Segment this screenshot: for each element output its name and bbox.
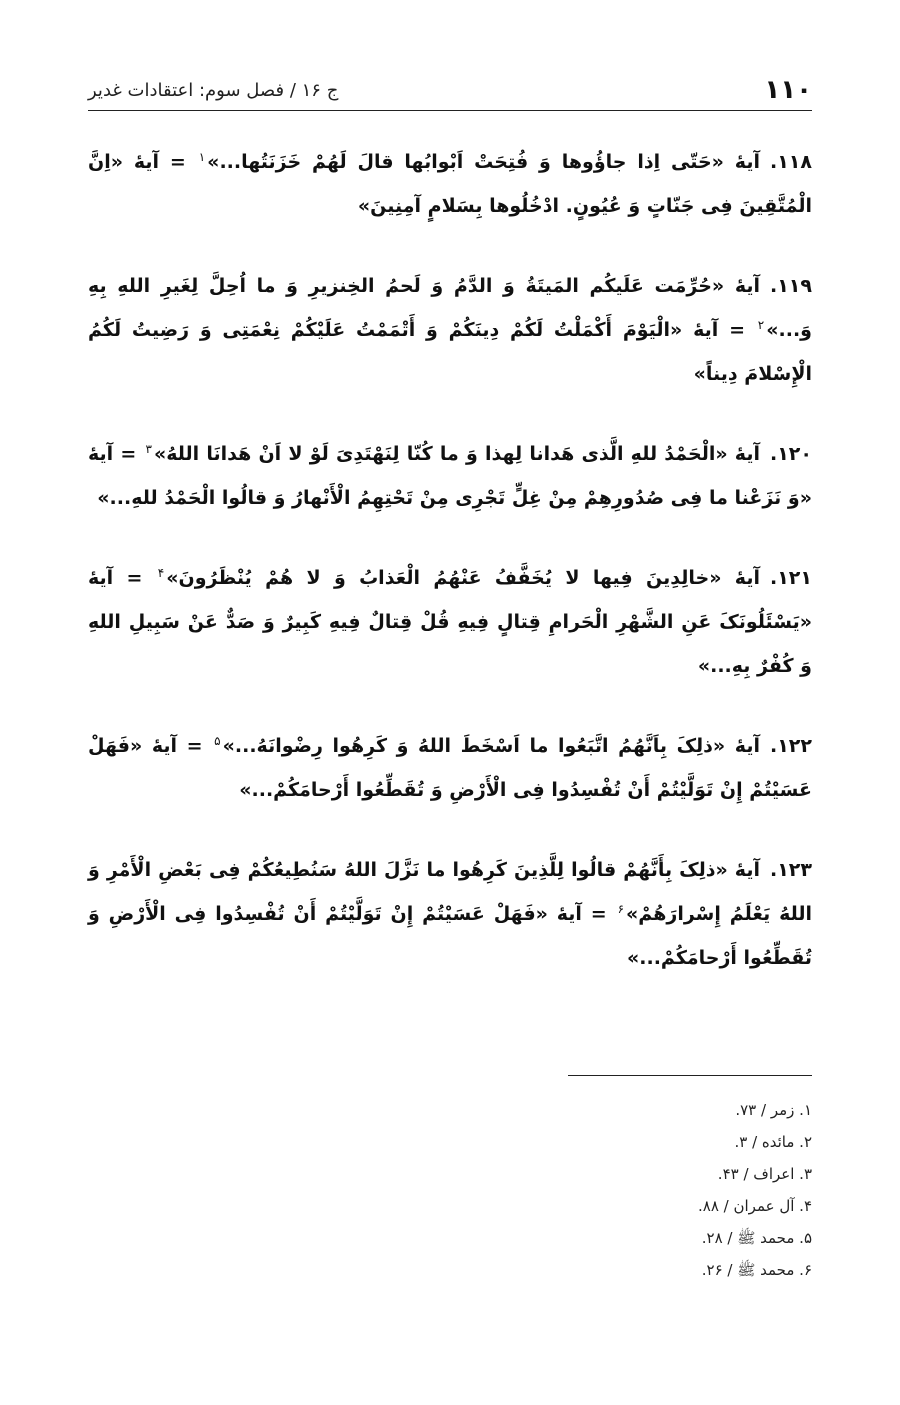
footnote-6: ۶. محمد ﷺ / ۲۶.: [701, 1261, 812, 1279]
chapter-title: ج ۱۶ / فصل سوم: اعتقادات غدیر: [88, 79, 339, 101]
page-number: ۱۱۰: [764, 75, 812, 105]
main-text: [88, 140, 812, 980]
verse-item-120: [88, 432, 812, 520]
verse-text: آیهٔ «ذلِکَ بِأَنَّهُمْ قالُوا لِلَّذِینَ کَرِهُوا ما نَزَّلَ اللهُ سَنُطِیعُکُمْ فِی بَعْضِ الْأَمْرِ وَ اللهُ یَعْلَمُ إِسْرارَهُمْ»: [88, 859, 812, 925]
verse-text: آیهٔ «حَتّی اِذا جاؤُوها وَ فُتِحَتْ اَبْوابُها قالَ لَهُمْ خَزَنَتُها...»: [207, 151, 760, 173]
verse-text: = آیهٔ «وَ نَزَعْنا ما فِی صُدُورِهِمْ مِنْ غِلٍّ تَجْرِی مِنْ تَحْتِهِمُ الْأَنْهارُ وَ قالُوا الْحَمْدُ للهِ...»: [88, 443, 812, 509]
verse-text: = آیهٔ «فَهَلْ عَسَیْتُمْ إِنْ تَوَلَّیْتُمْ أَنْ تُفْسِدُوا فِی الْأَرْضِ وَ تُقَطِّعُوا أَرْحامَکُمْ...»: [88, 735, 812, 801]
verse-text: = آیهٔ «فَهَلْ عَسَیْتُمْ إِنْ تَوَلَّیْتُمْ أَنْ تُفْسِدُوا فِی الْأَرْضِ وَ تُقَطِّعُوا أَرْحامَکُمْ...»: [88, 903, 812, 969]
item-number: ۱۲۰.: [769, 443, 812, 465]
item-number: ۱۲۳.: [769, 859, 812, 881]
verse-item-121: [88, 556, 812, 688]
footnote-3: ۳. اعراف / ۴۳.: [717, 1165, 812, 1183]
verse-item-123: [88, 848, 812, 980]
verse-text: = آیهٔ «اِنَّ الْمُتَّقِینَ فِی جَنّاتٍ وَ عُیُونٍ. ادْخُلُوها بِسَلامٍ آمِنِینَ»: [88, 151, 812, 217]
footnote-5: ۵. محمد ﷺ / ۲۸.: [701, 1229, 812, 1247]
verse-item-122: [88, 724, 812, 812]
footnote-ref[interactable]: ۴: [157, 565, 165, 580]
footnote-4: ۴. آل عمران / ۸۸.: [697, 1197, 812, 1215]
verse-item-119: [88, 264, 812, 396]
footnotes: [88, 1096, 812, 1288]
verse-text: آیهٔ «خالِدِینَ فِیها لا یُخَفَّفُ عَنْهُمُ الْعَذابُ وَ لا هُمْ یُنْظَرُونَ»: [166, 567, 760, 589]
verse-text: آیهٔ «الْحَمْدُ للهِ الَّذی هَدانا لِهذا وَ ما کُنّا لِنَهْتَدِیَ لَوْ لا اَنْ هَدانَا اللهُ»: [153, 443, 760, 465]
footnote-ref[interactable]: ۵: [214, 733, 221, 748]
running-header: [88, 70, 812, 111]
item-number: ۱۱۹.: [769, 275, 812, 297]
verse-item-118: [88, 140, 812, 228]
verse-text: آیهٔ «ذلِکَ بِاَنَّهُمُ اتَّبَعُوا ما اَسْخَطَ اللهُ وَ کَرِهُوا رِضْوانَهُ...»: [222, 735, 760, 757]
item-number: ۱۲۲.: [769, 735, 812, 757]
footnote-ref[interactable]: ۱: [198, 149, 206, 164]
footnote-2: ۲. مائده / ۳.: [734, 1133, 812, 1151]
verse-text: آیهٔ «حُرِّمَت عَلَیکُم المَیتَةُ وَ الدَّمُ وَ لَحمُ الخِنزیرِ وَ ما اُحِلَّ لِغَیرِ اللهِ بِهِ وَ...»: [88, 275, 812, 341]
footnote-1: ۱. زمر / ۷۳.: [735, 1101, 812, 1119]
verse-text: = آیهٔ «الْیَوْمَ أَکْمَلْتُ لَکُمْ دِینَکُمْ وَ أَتْمَمْتُ عَلَیْکُمْ نِعْمَتِی وَ رَضِیتُ لَکُمُ الْإِسْلامَ دِیناً»: [88, 319, 812, 385]
footnote-ref[interactable]: ۳: [145, 441, 152, 456]
footnote-ref[interactable]: ۲: [757, 317, 765, 332]
footnote-divider: [568, 1075, 812, 1076]
item-number: ۱۲۱.: [769, 567, 812, 589]
item-number: ۱۱۸.: [769, 151, 812, 173]
verse-text: = آیهٔ «یَسْئَلُونَکَ عَنِ الشَّهْرِ الْحَرامِ قِتالٍ فِیهِ قُلْ قِتالٌ فِیهِ کَبِیرٌ وَ صَدٌّ عَنْ سَبِیلِ اللهِ وَ کُفْرٌ بِهِ...»: [88, 567, 812, 677]
footnote-ref[interactable]: ۶: [617, 901, 625, 916]
